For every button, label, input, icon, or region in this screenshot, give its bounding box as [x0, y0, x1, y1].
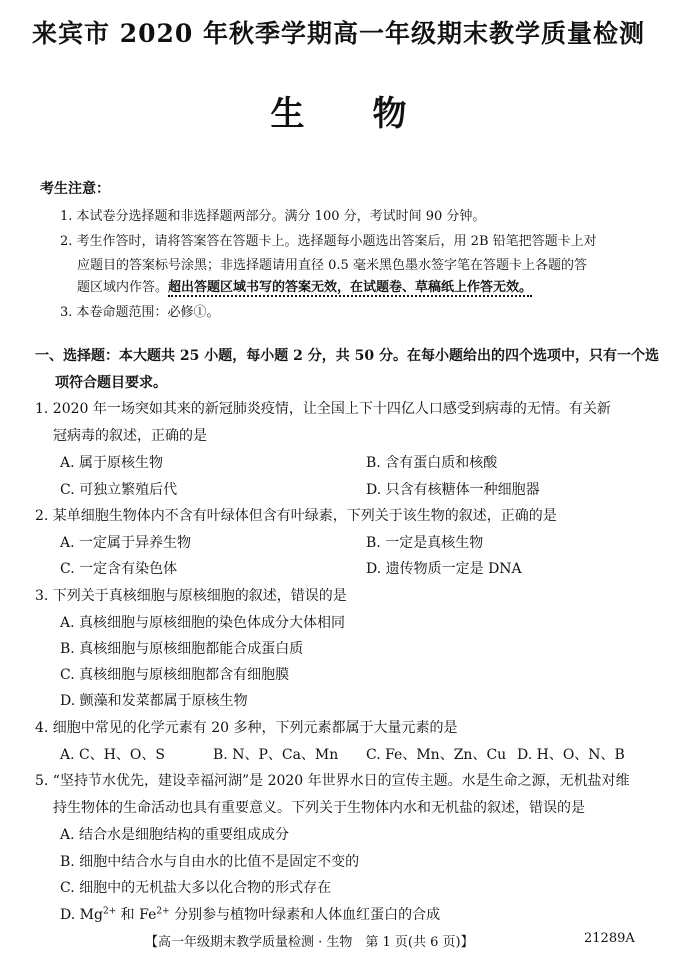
question-2-option-c: C. 一定含有染色体 — [60, 561, 178, 577]
question-2-option-d: D. 遗传物质一定是 DNA — [366, 561, 522, 577]
question-5-stem: 5. “坚持节水优先，建设幸福河湖”是 2020 年世界水日的宣传主题。水是生命之源，无机盐对维 — [35, 773, 630, 789]
question-4-option-b: B. N、P、Ca、Mn — [213, 747, 339, 763]
question-2-stem: 2. 某单细胞生物体内不含有叶绿体但含有叶绿素，下列关于该生物的叙述，正确的是 — [35, 508, 557, 524]
question-1-stem-cont: 冠病毒的叙述，正确的是 — [53, 428, 207, 444]
question-4-option-c: C. Fe、Mn、Zn、Cu — [366, 747, 507, 763]
q5d-mid: 和 Fe — [116, 907, 157, 923]
question-4-option-d: D. H、O、N、B — [517, 747, 625, 763]
question-1-option-a: A. 属于原核生物 — [60, 455, 164, 471]
question-5-option-c: C. 细胞中的无机盐大多以化合物的形式存在 — [60, 880, 332, 896]
notice-line-2: 2. 考生作答时，请将答案答在答题卡上。选择题每小题选出答案后，用 2B 铅笔把答题卡上对 — [60, 234, 597, 249]
notice-line-3: 应题目的答案标号涂黑；非选择题请用直径 0.5 毫米黑色墨水签字笔在答题卡上各题的答 — [77, 258, 587, 273]
page-title: 来宾市 2020 年秋季学期高一年级期末教学质量检测 — [32, 19, 645, 48]
question-3-option-d: D. 颤藻和发菜都属于原核生物 — [60, 693, 248, 709]
question-1-option-b: B. 含有蛋白质和核酸 — [366, 455, 498, 471]
section-heading-line-2: 项符合题目要求。 — [55, 375, 167, 391]
notice-emphasis: 超出答题区域书写的答案无效，在试题卷、草稿纸上作答无效。 — [168, 280, 533, 295]
question-4-stem: 4. 细胞中常见的化学元素有 20 多种，下列元素都属于大量元素的是 — [35, 720, 458, 736]
question-1-stem: 1. 2020 年一场突如其来的新冠肺炎疫情，让全国上下十四亿人口感受到病毒的无情。有关新 — [35, 401, 611, 417]
question-3-stem: 3. 下列关于真核细胞与原核细胞的叙述，错误的是 — [35, 588, 347, 604]
question-5-option-d — [60, 904, 440, 924]
question-2-option-a: A. 一定属于异养生物 — [60, 535, 192, 551]
q5d-suffix: 分别参与植物叶绿素和人体血红蛋白的合成 — [169, 907, 441, 923]
question-1-option-c: C. 可独立繁殖后代 — [60, 482, 178, 498]
question-3-option-b: B. 真核细胞与原核细胞都能合成蛋白质 — [60, 641, 304, 657]
notice-line-4-plain: 题区域内作答。 — [77, 280, 169, 295]
notice-line-5: 3. 本卷命题范围：必修①。 — [60, 305, 220, 320]
footer-code: 21289A — [584, 931, 635, 946]
question-5-option-a: A. 结合水是细胞结构的重要组成成分 — [60, 827, 290, 843]
question-1-option-d: D. 只含有核糖体一种细胞器 — [366, 482, 540, 498]
question-2-option-b: B. 一定是真核生物 — [366, 535, 484, 551]
question-5-stem-cont: 持生物体的生命活动也具有重要意义。下列关于生物体内水和无机盐的叙述，错误的是 — [53, 800, 585, 816]
notice-line-4 — [77, 276, 532, 295]
q5d-sup-1: 2+ — [102, 906, 117, 917]
notice-heading: 考生注意： — [40, 181, 110, 197]
question-4-option-a: A. C、H、O、S — [60, 747, 165, 763]
q5d-sup-2: 2+ — [156, 906, 170, 917]
notice-line-1: 1. 本试卷分选择题和非选择题两部分。满分 100 分，考试时间 90 分钟。 — [60, 209, 486, 224]
section-heading-line-1: 一、选择题：本大题共 25 小题，每小题 2 分，共 50 分。在每小题给出的四个选项中，只有一个选 — [35, 348, 659, 364]
question-5-option-b: B. 细胞中结合水与自由水的比值不是固定不变的 — [60, 854, 360, 870]
subject-title: 生 物 — [270, 94, 407, 134]
question-3-option-c: C. 真核细胞与原核细胞都含有细胞膜 — [60, 667, 290, 683]
footer-page-info: 【高一年级期末教学质量检测 · 生物 第 1 页(共 6 页)】 — [145, 935, 474, 950]
question-3-option-a: A. 真核细胞与原核细胞的染色体成分大体相同 — [60, 615, 346, 631]
q5d-prefix: D. Mg — [60, 907, 103, 923]
